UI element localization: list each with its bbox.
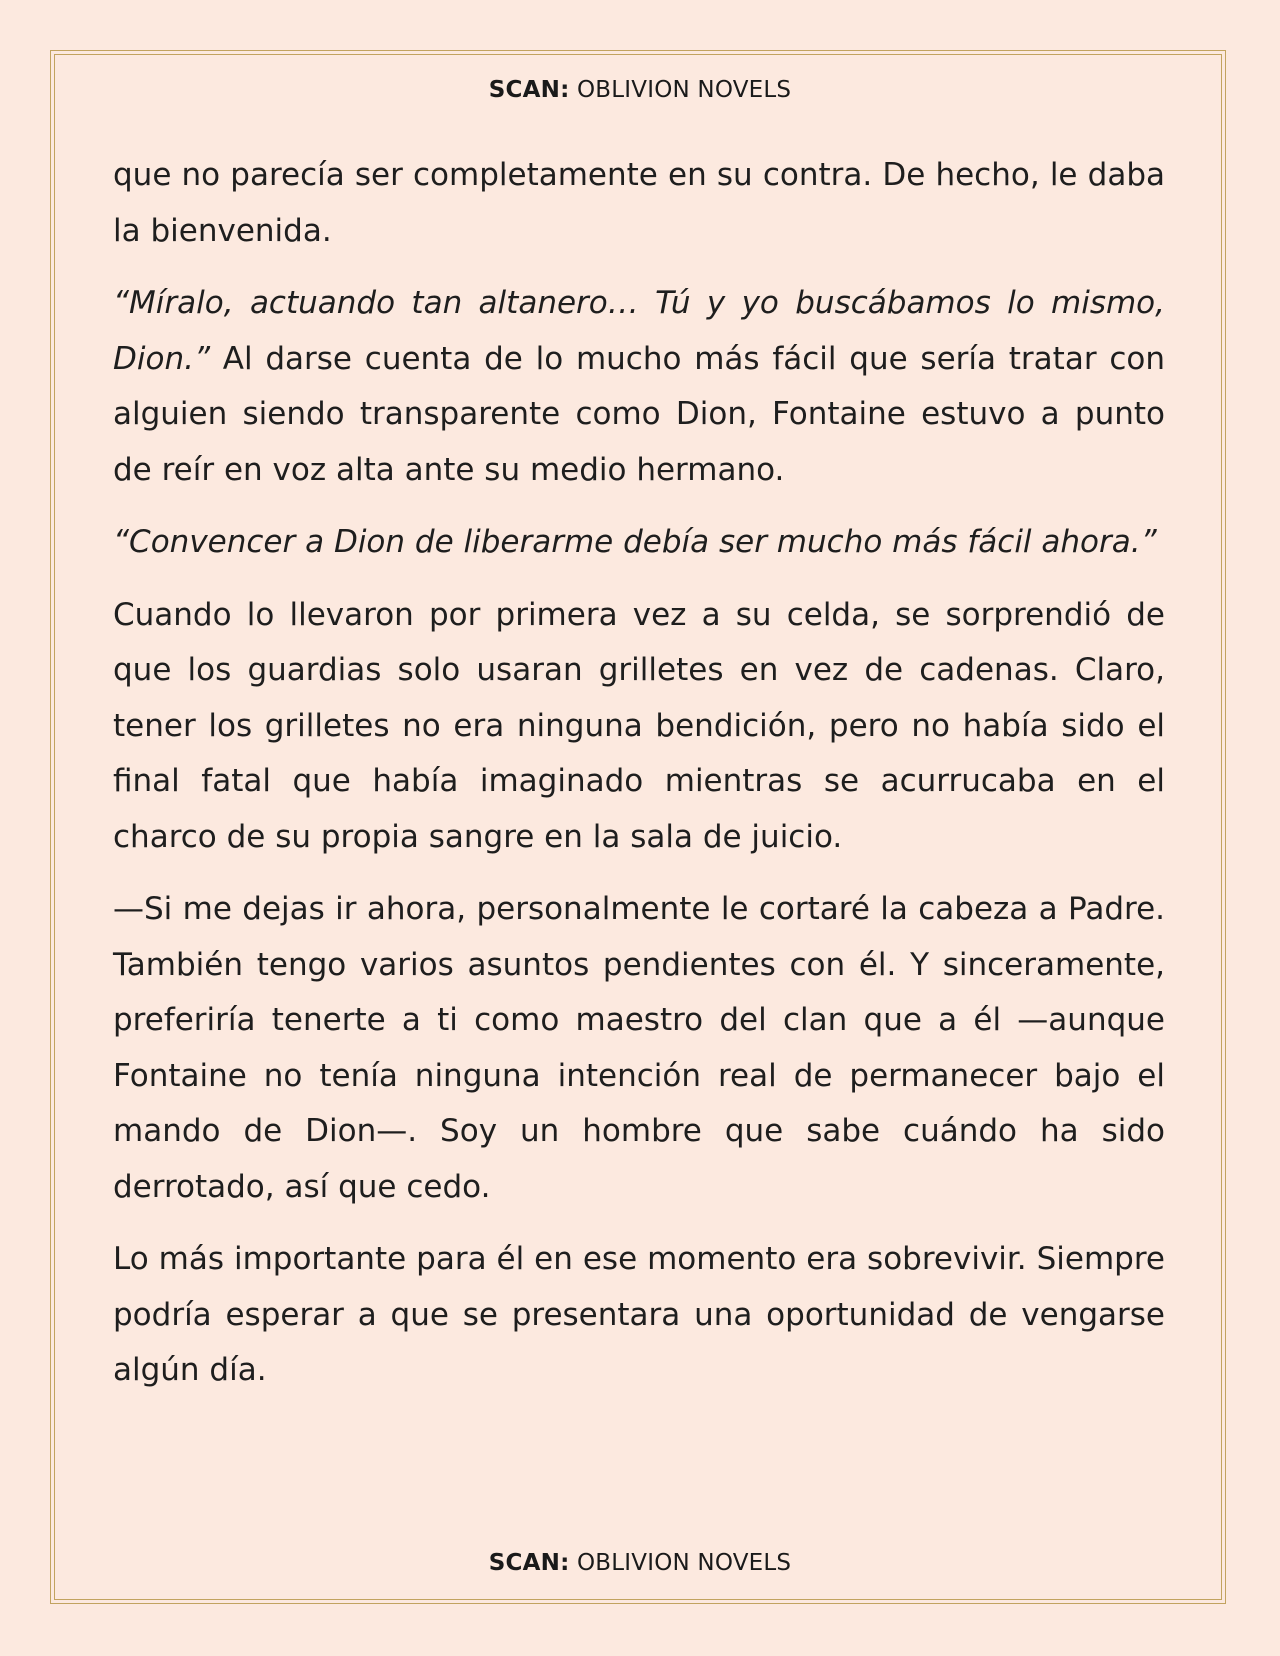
header-label-text: OBLIVION NOVELS (569, 77, 792, 103)
header-banner (0, 77, 1280, 103)
paragraph-2-thought: “Míralo, actuando tan altanero… Tú y yo buscábamos lo mismo, Dion.” (113, 285, 1165, 377)
footer-label-text: OBLIVION NOVELS (569, 1550, 792, 1576)
footer-label-bold: SCAN: (488, 1550, 570, 1576)
footer-banner (0, 1550, 1280, 1576)
paragraph-1: que no parecía ser completamente en su contra. De hecho, le daba la bienvenida. (113, 157, 1165, 249)
page-body (113, 148, 1165, 1416)
paragraph-4: Cuando lo llevaron por primera vez a su celda, se sorprendió de que los guardias solo usaran grilletes en vez de cadenas. Claro, tener los grilletes no era ninguna bendición, pero no había sido el final fatal que había imaginado mientras se acurrucaba en el charco de su propia sangre en la sala de juicio. (113, 596, 1165, 855)
paragraph-2 (113, 276, 1165, 498)
paragraph-3-thought: “Convencer a Dion de liberarme debía ser mucho más fácil ahora.” (113, 524, 1157, 560)
paragraph-3 (113, 515, 1165, 571)
paragraph-6: Lo más importante para él en ese momento era sobrevivir. Siempre podría esperar a que se presentara una oportunidad de vengarse algún día. (113, 1241, 1165, 1388)
header-label-bold: SCAN: (488, 77, 570, 103)
paragraph-5: —Si me dejas ir ahora, personalmente le cortaré la cabeza a Padre. También tengo varios asuntos pendientes con él. Y sinceramente, preferiría tenerte a ti como maestro del clan que a él —aunque Fontaine no tenía ninguna intención real de permanecer bajo el mando de Dion—. Soy un hombre que sabe cuándo ha sido derrotado, así que cedo. (113, 891, 1165, 1205)
paragraph-2-text: Al darse cuenta de lo mucho más fácil que sería tratar con alguien siendo transparente como Dion, Fontaine estuvo a punto de reír en voz alta ante su medio hermano. (113, 340, 1165, 488)
